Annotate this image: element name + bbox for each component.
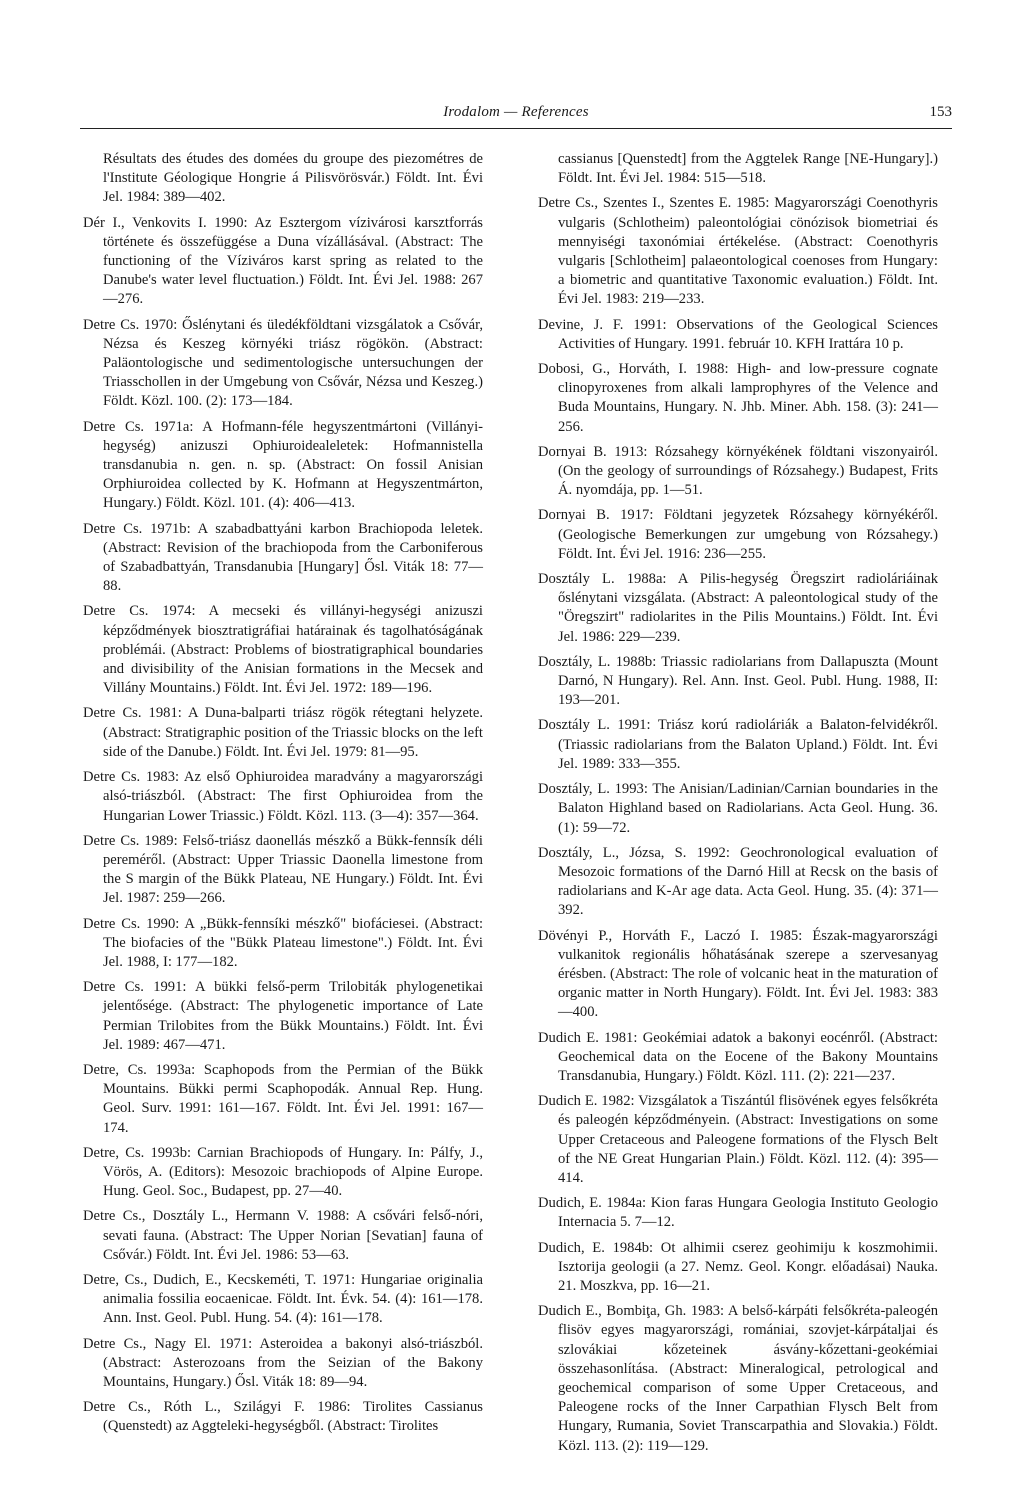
reference-entry: Detre Cs., Szentes I., Szentes E. 1985: Magyarországi Coenothyris vulgaris (Schlotheim) paleontológiai cönózisok biometriai és mennyiségi taxonómiai értékelése. (Abstract: Coenothyris vulgaris [Schlotheim] palaeontological coenoses from Hungary: a biometric and quantitative Taxonomic evaluation.) Földt. Int. Évi Jel. 1983: 219—233. bbox=[538, 195, 938, 308]
reference-entry: Detre Cs. 1990: A „Bükk-fennsíki mészkő" biofáciesei. (Abstract: The biofacies of the "Bükk Plateau limestone".) Földt. Int. Évi Jel. 1988, I: 177—182. bbox=[83, 915, 483, 970]
reference-entry: Dér I., Venkovits I. 1990: Az Esztergom vízivárosi karsztforrás története és összefüggése a Duna vízállásával. (Abstract: The functioning of the Víziváros karst spring as related to the Danube's water level fluctuation.) Földt. Int. Évi Jel. 1988: 267—276. bbox=[83, 214, 483, 308]
reference-entry: Detre, Cs., Dudich, E., Kecskeméti, T. 1971: Hungariae originalia animalia fossilia eocaenicae. Földt. Int. Évk. 54. (4): 161—178. Ann. Inst. Geol. Publ. Hung. 54. (4): 161—178. bbox=[83, 1271, 483, 1327]
reference-entry: Detre Cs. 1991: A bükki felső-perm Trilobiták phylogenetikai jelentősége. (Abstract: The phylogenetic importance of Late Permian Trilobites from the Bükk Mountains.) Földt. Int. Évi Jel. 1989: 467—471. bbox=[83, 979, 483, 1053]
page-number: 153 bbox=[929, 104, 952, 120]
reference-entry: Dobosi, G., Horváth, I. 1988: High- and low-pressure cognate clinopyroxenes from alkali lamprophyres of the Velence and Buda Mountains, Hungary. N. Jhb. Miner. Abh. 158. (3): 241—256. bbox=[538, 361, 938, 435]
reference-entry: Dudich E. 1982: Vizsgálatok a Tiszántúl flisövének egyes felsőkréta és paleogén képződményein. (Abstract: Investigations on some Upper Cretaceous and Paleogene formations of the Flysch Belt of the NE Great Hungarian Plain.) Földt. Közl. 112. (4): 395—414. bbox=[538, 1093, 938, 1186]
reference-entry: Dosztály, L., Józsa, S. 1992: Geochronological evaluation of Mesozoic formations of the Darnó Hill at Recsk on the basis of radiolarians and K-Ar age data. Acta Geol. Hung. 35. (4): 371—392. bbox=[538, 844, 938, 919]
reference-entry: Dudich, E. 1984a: Kion faras Hungara Geologia Instituto Geologio Internacia 5. 7—12. bbox=[538, 1195, 938, 1231]
reference-entry: Detre Cs. 1989: Felső-triász daonellás mészkő a Bükk-fennsík déli pereméről. (Abstract: Upper Triassic Daonella limestone from the S margin of the Bükk Plateau, NE Hungary.) Földt. Int. Évi Jel. 1987: 259—266. bbox=[83, 832, 483, 907]
reference-entry: Dosztály, L. 1988b: Triassic radiolarians from Dallapuszta (Mount Darnó, N Hungary). Rel. Ann. Inst. Geol. Publ. Hung. 1988, II: 193—201. bbox=[538, 653, 938, 709]
reference-entry: Dosztály L. 1991: Triász korú radioláriák a Balaton-felvidékről. (Triassic radiolarians from the Balaton Upland.) Földt. Int. Évi Jel. 1989: 333—355. bbox=[538, 717, 938, 772]
reference-entry: Dornyai B. 1917: Földtani jegyzetek Rózsahegy környékéről. (Geologische Bemerkungen zur umgebung von Rózsahegy.) Földt. Int. Évi Jel. 1916: 236—255. bbox=[538, 507, 938, 562]
reference-entry: Dudich E. 1981: Geokémiai adatok a bakonyi eocénről. (Abstract: Geochemical data on the Eocene of the Bakony Mountains Transdanubia, Hungary.) Földt. Közl. 111. (2): 221—237. bbox=[538, 1029, 938, 1084]
reference-entry: Detre, Cs. 1993a: Scaphopods from the Permian of the Bükk Mountains. Bükki permi Scaphopodák. Annual Rep. Hung. Geol. Surv. 1991: 161—167. Földt. Int. Évi Jel. 1991: 167—174. bbox=[83, 1061, 483, 1136]
reference-entry: Detre Cs. 1974: A mecseki és villányi-hegységi anizuszi képződmények biosztratigráfiai határainak és tagolhatóságának problémái. (Abstract: Problems of biostratigraphical boundaries and divisibility of the Anisian formations in the Mecsek and Villány Mountains.) Földt. Int. Évi Jel. 1972: 189—196. bbox=[83, 603, 483, 697]
reference-entry: Dosztály L. 1988a: A Pilis-hegység Öregszirt radioláriáinak őslénytani vizsgálata. (Abstract: A paleontological study of the "Öregszirt" radiolarites in the Pilis Mountains.) Földt. Int. Évi Jel. 1986: 229—239. bbox=[538, 571, 938, 645]
reference-entry: Detre Cs. 1983: Az első Ophiuroidea maradvány a magyarországi alsó-triászból. (Abstract: The first Ophiuroidea from the Hungarian Lower Triassic.) Földt. Közl. 113. (3—4): 357—364. bbox=[83, 769, 483, 824]
reference-entry: Detre Cs., Róth L., Szilágyi F. 1986: Tirolites Cassianus (Quenstedt) az Aggteleki-hegységből. (Abstract: Tirolites bbox=[83, 1399, 483, 1435]
running-head: Irodalom — References bbox=[443, 104, 589, 120]
reference-entry: Detre Cs., Nagy El. 1971: Asteroidea a bakonyi alsó-triászból. (Abstract: Asterozoans from the Seizian of the Bakony Mountains, Hungary.) Ősl. Viták 18: 89—94. bbox=[83, 1335, 483, 1390]
reference-entry: Detre Cs., Dosztály L., Hermann V. 1988: A csővári felső-nóri, sevati fauna. (Abstract: The Upper Norian [Sevatian] fauna of Csővár.) Földt. Int. Évi Jel. 1986: 53—63. bbox=[83, 1208, 483, 1263]
reference-entry: Dornyai B. 1913: Rózsahegy környékének földtani viszonyairól. (On the geology of surroundings of Rózsahegy.) Budapest, Frits Á. nyomdája, pp. 1—51. bbox=[538, 443, 938, 499]
reference-entry: Detre Cs. 1971b: A szabadbattyáni karbon Brachiopoda leletek. (Abstract: Revision of the brachiopoda from the Carboniferous of Szabadbattyán, Transdanubia [Hungary] Ősl. Viták 18: 77—88. bbox=[83, 520, 483, 595]
reference-entry: cassianus [Quenstedt] from the Aggtelek Range [NE-Hungary].) Földt. Int. Évi Jel. 1984: 515—518. bbox=[558, 151, 938, 187]
reference-entry: Dudich E., Bombiţa, Gh. 1983: A belső-kárpáti felsőkréta-paleogén flisöv egyes magyarországi, romániai, szovjet-kárpátaljai és szlovákiai kőzeteinek ásvány-kőzettani-geokémiai összehasonlítása. (Abstract: Mineralogical, petrological and geochemical comparison of some Upper Cretaceous, and Paleogene rocks of the Inner Carpathian Flysch Belt from Hungary, Rumania, Soviet Transcarpathia and Slovakia.) Földt. Közl. 113. (2): 119—129. bbox=[538, 1303, 938, 1454]
reference-entry: Devine, J. F. 1991: Observations of the Geological Sciences Activities of Hungary. 1991. február 10. KFH Irattára 10 p. bbox=[538, 316, 938, 352]
reference-entry: Detre, Cs. 1993b: Carnian Brachiopods of Hungary. In: Pálfy, J., Vörös, A. (Editors): Mesozoic brachiopods of Alpine Europe. Hung. Geol. Soc., Budapest, pp. 27—40. bbox=[83, 1144, 483, 1200]
reference-entry: Dövényi P., Horváth F., Laczó I. 1985: Észak-magyarországi vulkanitok regionális hőhatásának szerepe a szervesanyag érésben. (Abstract: The role of volcanic heat in the maturation of organic matter in North Hungary). Földt. Int. Évi Jel. 1983: 383—400. bbox=[538, 927, 938, 1021]
reference-entry: Dosztály, L. 1993: The Anisian/Ladinian/Carnian boundaries in the Balaton Highland based on Radiolarians. Acta Geol. Hung. 36. (1): 59—72. bbox=[538, 781, 938, 836]
right-column bbox=[538, 150, 938, 1462]
reference-entry: Detre Cs. 1971a: A Hofmann-féle hegyszentmártoni (Villányi-hegység) anizuszi Ophiuroidealeletek: Hofmannistella transdanubia n. gen. n. sp. (Abstract: On fossil Anisian Orphiuroidea collected by K. Hofmann at Hegyszentmárton, Hungary.) Földt. Közl. 101. (4): 406—413. bbox=[83, 418, 483, 512]
reference-entry: Résultats des études des domées du groupe des piezométres de l'Institute Géologique Hongrie á Pilisvörösvár.) Földt. Int. Évi Jel. 1984: 389—402. bbox=[103, 151, 483, 206]
reference-entry: Detre Cs. 1981: A Duna-balparti triász rögök rétegtani helyzete. (Abstract: Stratigraphic position of the Triassic blocks on the left side of the Danube.) Földt. Int. Évi Jel. 1979: 81—95. bbox=[83, 705, 483, 760]
reference-entry: Dudich, E. 1984b: Ot alhimii cserez geohimiju k koszmohimii. Isztorija geologii (a 27. Nemz. Geol. Kongr. előadásai) Nauka. 21. Moszkva, pp. 16—21. bbox=[538, 1239, 938, 1294]
left-column bbox=[83, 150, 483, 1443]
page-header bbox=[80, 98, 952, 129]
reference-entry: Detre Cs. 1970: Őslénytani és üledékföldtani vizsgálatok a Csővár, Nézsa és Keszeg környéki triász rögökön. (Abstract: Paläontologische und sedimentologische untersuchungen der Triasschollen in der Umgebung von Csővár, Nézsa und Keszeg.) Földt. Közl. 100. (2): 173—184. bbox=[83, 316, 483, 410]
